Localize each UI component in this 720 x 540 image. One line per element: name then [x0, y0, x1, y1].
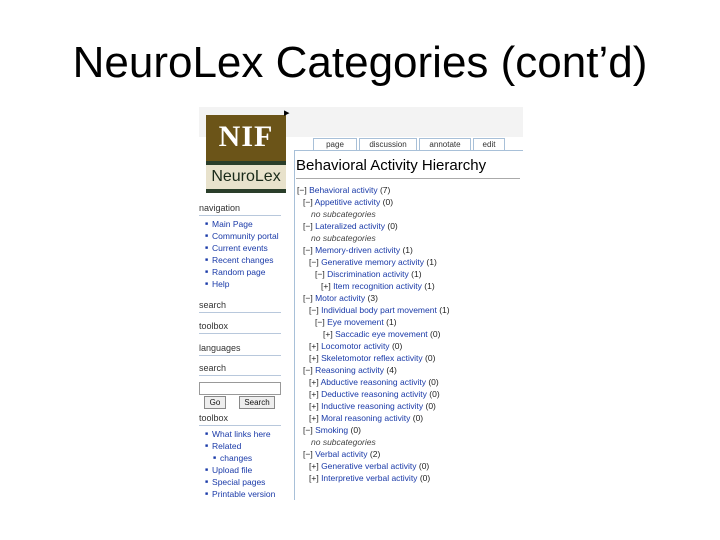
category-count: (4): [386, 365, 397, 375]
tab-discussion[interactable]: discussion: [359, 138, 417, 150]
go-button[interactable]: Go: [204, 396, 226, 409]
sidebar-item-what-links-here[interactable]: ■ What links here: [205, 429, 271, 439]
tree-row: [311, 233, 376, 243]
search-label: search: [199, 300, 227, 310]
expand-toggle[interactable]: [+]: [309, 377, 319, 387]
category-count: (0): [425, 401, 436, 411]
category-link[interactable]: Item recognition activity: [333, 281, 422, 291]
tree-row: [309, 353, 435, 363]
collapse-toggle[interactable]: [−]: [303, 293, 313, 303]
search-button[interactable]: Search: [239, 396, 275, 409]
search-label-2: search: [199, 363, 227, 373]
no-subcategories: no subcategories: [311, 437, 376, 447]
page-title: Behavioral Activity Hierarchy: [296, 157, 487, 174]
logo-nif-text: NIF: [218, 120, 274, 153]
no-subcategories: no subcategories: [311, 233, 376, 243]
category-link[interactable]: Appetitive activity: [314, 197, 381, 207]
category-count: (0): [425, 353, 436, 363]
expand-toggle[interactable]: [+]: [309, 413, 319, 423]
collapse-toggle[interactable]: [−]: [315, 317, 325, 327]
category-count: (1): [426, 257, 437, 267]
tree-row: [311, 209, 376, 219]
sidebar-item-printable-version[interactable]: ■ Printable version: [205, 489, 275, 499]
tree-row: [309, 401, 436, 411]
category-link[interactable]: Interpretive verbal activity: [321, 473, 418, 483]
sidebar-item-related[interactable]: ■ Related: [205, 441, 241, 451]
category-link[interactable]: Generative memory activity: [321, 257, 425, 267]
no-subcategories: no subcategories: [311, 209, 376, 219]
category-link[interactable]: Memory-driven activity: [315, 245, 401, 255]
tree-row: [303, 293, 378, 303]
tree-row: [309, 389, 440, 399]
heading-divider: [296, 178, 520, 179]
sidebar-divider: [199, 333, 281, 334]
collapse-toggle[interactable]: [−]: [309, 305, 319, 315]
expand-toggle[interactable]: [+]: [309, 389, 319, 399]
collapse-toggle[interactable]: [−]: [303, 365, 313, 375]
category-link[interactable]: Individual body part movement: [321, 305, 437, 315]
expand-toggle[interactable]: [+]: [309, 353, 319, 363]
category-count: (0): [387, 221, 398, 231]
tab-page[interactable]: page: [313, 138, 357, 150]
category-count: (1): [411, 269, 422, 279]
category-link[interactable]: Generative verbal activity: [321, 461, 417, 471]
category-link[interactable]: Saccadic eye movement: [335, 329, 428, 339]
tree-row: [309, 377, 439, 387]
category-count: (7): [379, 185, 391, 195]
category-link[interactable]: Skeletomotor reflex activity: [321, 353, 423, 363]
mouse-cursor-icon: ▸: [284, 107, 290, 119]
tree-row: [303, 197, 393, 207]
category-link[interactable]: Behavioral activity: [309, 185, 378, 195]
tree-row: [315, 317, 397, 327]
tree-row: [309, 341, 402, 351]
category-count: (0): [391, 341, 403, 351]
collapse-toggle[interactable]: [−]: [309, 257, 319, 267]
category-count: (0): [418, 461, 430, 471]
sidebar-divider: [199, 215, 281, 216]
toolbox-label-2: toolbox: [199, 413, 229, 423]
category-count: (1): [402, 245, 413, 255]
category-count: (3): [367, 293, 378, 303]
category-link[interactable]: Discrimination activity: [327, 269, 409, 279]
tab-edit[interactable]: edit: [473, 138, 505, 150]
collapse-toggle[interactable]: [−]: [315, 269, 325, 279]
category-count: (0): [350, 425, 361, 435]
sidebar-divider: [199, 312, 281, 313]
tree-row: [309, 461, 429, 471]
sidebar-divider: [199, 375, 281, 376]
category-link[interactable]: Inductive reasoning activity: [321, 401, 424, 411]
sidebar-item-recent-changes[interactable]: ■ Recent changes: [205, 255, 273, 265]
tree-row: [303, 245, 413, 255]
tree-row: [309, 413, 423, 423]
nif-logo[interactable]: [206, 115, 286, 193]
tree-row: [315, 269, 422, 279]
category-link[interactable]: Moral reasoning activity: [321, 413, 411, 423]
category-link[interactable]: Deductive reasoning activity: [321, 389, 427, 399]
collapse-toggle[interactable]: [−]: [303, 197, 313, 207]
tree-row: [311, 437, 376, 447]
tab-annotate[interactable]: annotate: [419, 138, 471, 150]
category-link[interactable]: Verbal activity: [315, 449, 368, 459]
logo-neurolex-text: NeuroLex: [206, 165, 286, 189]
sidebar-divider: [199, 355, 281, 356]
category-link[interactable]: Locomotor activity: [321, 341, 390, 351]
expand-toggle[interactable]: [+]: [309, 461, 319, 471]
collapse-toggle[interactable]: [−]: [303, 425, 313, 435]
tree-row: [323, 329, 440, 339]
sidebar-item-upload-file[interactable]: ■ Upload file: [205, 465, 252, 475]
sidebar-item-help[interactable]: ■ Help: [205, 279, 230, 289]
tree-row: [303, 449, 380, 459]
sidebar-item-special-pages[interactable]: ■ Special pages: [205, 477, 265, 487]
category-count: (0): [429, 389, 440, 399]
expand-toggle[interactable]: [+]: [309, 401, 319, 411]
category-count: (1): [386, 317, 397, 327]
category-link[interactable]: Smoking: [315, 425, 349, 435]
category-link[interactable]: Reasoning activity: [315, 365, 385, 375]
expand-toggle[interactable]: [+]: [321, 281, 331, 291]
tree-row: [309, 473, 430, 483]
tree-row: [309, 257, 437, 267]
category-link[interactable]: Motor activity: [315, 293, 366, 303]
collapse-toggle[interactable]: [−]: [303, 449, 313, 459]
collapse-toggle[interactable]: [−]: [303, 221, 313, 231]
collapse-toggle[interactable]: [−]: [297, 185, 307, 195]
expand-toggle[interactable]: [+]: [309, 473, 319, 483]
languages-label: languages: [199, 343, 241, 353]
tree-row: [303, 425, 361, 435]
wiki-screenshot: [199, 107, 523, 500]
category-count: (0): [428, 377, 439, 387]
category-count: (0): [382, 197, 394, 207]
tree-row: [303, 221, 398, 231]
category-count: (1): [439, 305, 450, 315]
category-count: (0): [430, 329, 441, 339]
sidebar-item-current-events[interactable]: ■ Current events: [205, 243, 268, 253]
sidebar-item-community-portal[interactable]: ■ Community portal: [205, 231, 279, 241]
slide-title: NeuroLex Categories (cont’d): [72, 38, 648, 87]
tree-row: [297, 185, 390, 195]
tree-row: [309, 305, 450, 315]
category-count: (2): [369, 449, 381, 459]
tree-row: [321, 281, 435, 291]
sidebar-item-main-page[interactable]: ■ Main Page: [205, 219, 253, 229]
category-count: (0): [419, 473, 431, 483]
expand-toggle[interactable]: [+]: [309, 341, 319, 351]
expand-toggle[interactable]: [+]: [323, 329, 333, 339]
category-count: (0): [412, 413, 424, 423]
category-link[interactable]: Abductive reasoning activity: [320, 377, 426, 387]
category-link[interactable]: Eye movement: [327, 317, 384, 327]
search-input[interactable]: [199, 382, 281, 395]
sidebar-divider: [199, 425, 281, 426]
category-link[interactable]: Lateralized activity: [315, 221, 385, 231]
navigation-label: navigation: [199, 203, 241, 213]
sidebar-item-random-page[interactable]: ■ Random page: [205, 267, 265, 277]
sidebar-item-changes[interactable]: ■ changes: [213, 453, 252, 463]
tree-row: [303, 365, 397, 375]
category-count: (1): [424, 281, 435, 291]
toolbox-label: toolbox: [199, 321, 229, 331]
collapse-toggle[interactable]: [−]: [303, 245, 313, 255]
